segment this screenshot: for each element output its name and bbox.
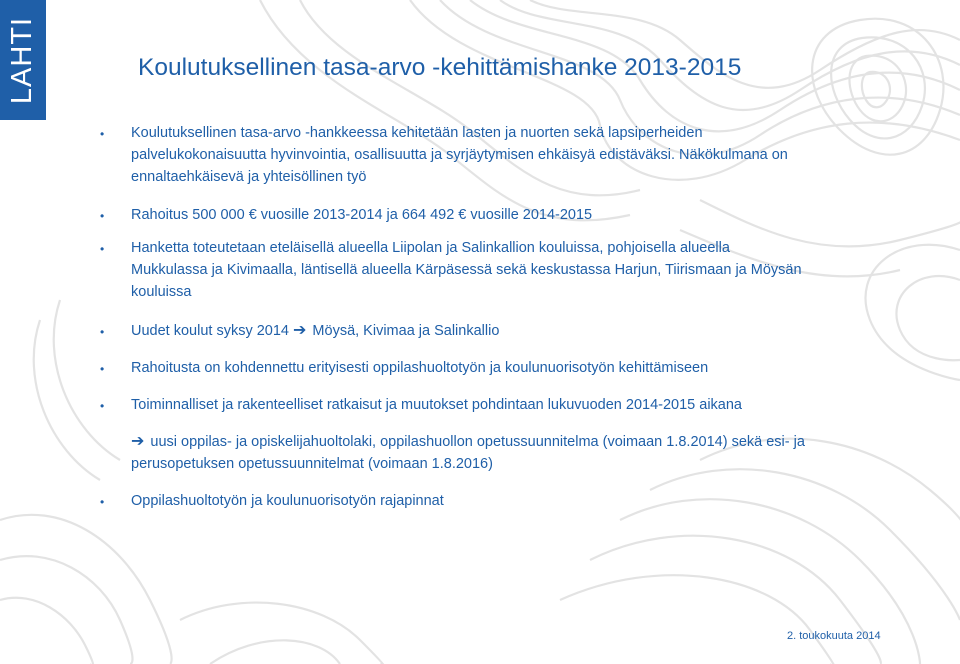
sub-note-line bbox=[131, 431, 805, 453]
right-arrow-icon: ➔ bbox=[131, 433, 145, 450]
bullet-dot: • bbox=[100, 127, 105, 141]
bullet-text-4 bbox=[131, 320, 499, 342]
bullet-dot: • bbox=[100, 242, 105, 256]
bullet-dot: • bbox=[100, 399, 105, 413]
bullet-line: Rahoitus 500 000 € vuosille 2013-2014 ja 664 492 € vuosille 2014-2015 bbox=[131, 207, 593, 223]
bullet-dot: • bbox=[100, 362, 105, 376]
footer-date: 2. toukokuuta 2014 bbox=[787, 630, 881, 642]
bullet-line: Oppilashuoltotyön ja koulunuorisotyön rajapinnat bbox=[131, 493, 444, 509]
new-schools-list: Möysä, Kivimaa ja Salinkallio bbox=[312, 323, 500, 339]
right-arrow-icon: ➔ bbox=[293, 322, 307, 339]
bullet-text-1 bbox=[131, 122, 788, 188]
bullet-line: kouluissa bbox=[131, 284, 192, 300]
bullet-line: Mukkulassa ja Kivimaalla, läntisellä alueella Kärpäsessä sekä keskustassa Harjun, Tiirismaan ja Möysän bbox=[131, 262, 802, 278]
logo-text: LAHTI bbox=[6, 16, 39, 104]
bullet-text-2 bbox=[131, 204, 592, 226]
bullet-text-3 bbox=[131, 237, 802, 303]
bullet-text-6 bbox=[131, 394, 742, 416]
bullet-line: Toiminnalliset ja rakenteelliset ratkaisut ja muutokset pohdintaan lukuvuoden 2014-2015 aikana bbox=[131, 397, 742, 413]
bullet-line: Koulutuksellinen tasa-arvo -hankkeessa kehitetään lasten ja nuorten sekä lapsiperheiden bbox=[131, 125, 703, 141]
bullet-line: palvelukokonaisuutta hyvinvointia, osallisuutta ja syrjäytymisen ehkäisyä edistäväksi. Näkökulmana on bbox=[131, 147, 788, 163]
bullet-line: Hanketta toteutetaan eteläisellä alueella Liipolan ja Salinkallion kouluissa, pohjoisella alueella bbox=[131, 240, 730, 256]
bullet-line bbox=[131, 320, 499, 342]
bullet-line: ennaltaehkäisevä ja yhteisöllinen työ bbox=[131, 169, 367, 185]
slide-title: Koulutuksellinen tasa-arvo -kehittämishanke 2013-2015 bbox=[138, 54, 742, 81]
sub-note-line: perusopetuksen opetussuunnitelmat (voimaan 1.8.2016) bbox=[131, 456, 493, 472]
new-schools-label: Uudet koulut syksy 2014 bbox=[131, 323, 289, 339]
bullet-text-5 bbox=[131, 357, 708, 379]
bullet-dot: • bbox=[100, 209, 105, 223]
sub-note-text: uusi oppilas- ja opiskelijahuoltolaki, oppilashuollon opetussuunnitelma (voimaan 1.8.2014) sekä esi- ja bbox=[150, 434, 805, 450]
sub-note bbox=[131, 431, 805, 475]
lahti-logo bbox=[0, 0, 46, 120]
bullet-text-7 bbox=[131, 490, 444, 512]
bullet-line: Rahoitusta on kohdennettu erityisesti oppilashuoltotyön ja koulunuorisotyön kehittämiseen bbox=[131, 360, 709, 376]
bullet-dot: • bbox=[100, 495, 105, 509]
bullet-dot: • bbox=[100, 325, 105, 339]
